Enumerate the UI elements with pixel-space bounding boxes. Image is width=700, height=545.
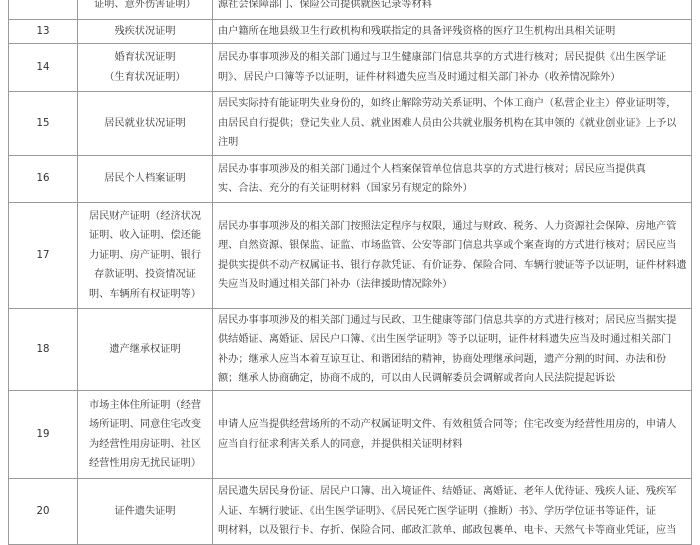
row-number: 17 <box>9 203 78 309</box>
name-line: 市场主体住所证明（经营 <box>88 399 202 411</box>
name-line: 证明、收入证明、偿还能 <box>88 230 202 242</box>
proof-name <box>78 44 213 92</box>
name-line: 证件遗失证明 <box>114 505 176 517</box>
table-row <box>9 92 692 156</box>
row-number <box>9 0 78 20</box>
desc-line: 理、自然资源、银保监、证监、市场监管、公安等部门信息共享或个案查询的方式进行核对；居民应当 <box>218 240 677 251</box>
name-line: 存款证明、投资情况证 <box>94 269 196 281</box>
desc-line: 居民办事事项涉及的相关部门通过个人档案保管单位信息共享的方式进行核对；居民应当提供真 <box>218 163 646 175</box>
name-line: （生育状况证明） <box>104 71 186 83</box>
desc-line: 补办；继承人应当本着互谅互让、和谐团结的精神，协商处理继承问题，遗产分割的时间、办法和份 <box>218 353 667 365</box>
proof-description <box>213 479 692 545</box>
table-row <box>9 44 692 92</box>
table-row <box>9 309 692 391</box>
row-number: 18 <box>9 309 78 391</box>
proof-name <box>78 156 213 203</box>
name-line: 居民个人档案证明 <box>104 173 186 185</box>
row-number: 13 <box>9 20 78 44</box>
table-row <box>9 203 692 309</box>
table-row <box>9 156 692 203</box>
proof-name <box>78 203 213 309</box>
proof-name <box>78 309 213 391</box>
table-row <box>9 391 692 479</box>
proof-description <box>213 0 692 20</box>
proof-description <box>213 156 692 203</box>
proof-description <box>213 20 692 44</box>
table-row <box>9 0 692 20</box>
proof-name <box>78 20 213 44</box>
desc-line: 实、合法、充分的有关证明材料（国家另有规定的除外） <box>218 183 473 194</box>
desc-line: 由居民自行提供；登记失业人员、就业困难人员由公共就业服务机构在其申领的《就业创业证》上予以 <box>218 117 677 129</box>
proof-name <box>78 92 213 156</box>
row-number: 15 <box>9 92 78 156</box>
name-line: 居民财产证明（经济状况 <box>88 210 202 222</box>
desc-line: 申请人应当提供经营场所的不动产权属证明文件、有效租赁合同等；住宅改变为经营性用房的，申请人 <box>218 419 677 430</box>
desc-line: 源社会保障部门、保险公司提供就医记录等材料 <box>218 0 432 11</box>
desc-line: 人证、车辆行驶证、《出生医学证明》、《居民死亡医学证明（推断）书》、学历学位证书等证件，证 <box>218 505 657 517</box>
name-line: 居民就业状况证明 <box>104 117 186 129</box>
desc-line: 居民办事事项涉及的相关部门通过与卫生健康部门信息共享的方式进行核对；居民提供《出生医学证 <box>218 52 667 63</box>
table-row <box>9 479 692 545</box>
name-line: 明、车辆所有权证明等） <box>88 288 202 300</box>
desc-line: 失应当及时通过相关部门补办（法律援助情况除外） <box>218 279 453 290</box>
name-line: 经营性用房无扰民证明） <box>88 458 202 469</box>
desc-line: 居民遗失居民身份证、居民户口簿、出入境证件、结婚证、离婚证、老年人优待证、残疾人证、残疾军 <box>218 486 677 498</box>
proof-name <box>78 479 213 545</box>
row-number: 16 <box>9 156 78 203</box>
desc-line: 居民办事事项涉及的相关部门通过与民政、卫生健康等部门信息共享的方式进行核对；居民应当据实提 <box>218 314 677 326</box>
desc-line: 应当自行征求利害关系人的同意，并提供相关证明材料 <box>218 438 463 450</box>
desc-line: 由户籍所在地县级卫生行政机构和残联指定的具备评残资格的医疗卫生机构出具相关证明 <box>218 25 616 37</box>
desc-line: 注明 <box>218 137 239 149</box>
proof-name <box>78 0 213 20</box>
desc-line: 明》、居民户口簿等予以证明，证件材料遗失应当及时通过相关部门补办（收养情况除外） <box>218 71 621 83</box>
proof-description <box>213 92 692 156</box>
desc-line: 额；继承人协商确定，协商不成的，可以由人民调解委员会调解或者向人民法院提起诉讼 <box>218 373 616 384</box>
name-line: 遗产继承权证明 <box>109 343 181 355</box>
row-number: 19 <box>9 391 78 479</box>
desc-line: 居民办事事项涉及的相关部门按照法定程序与权限，通过与财政、税务、人力资源社会保障、房地产管 <box>218 220 677 232</box>
name-line: 婚育状况证明 <box>114 52 176 63</box>
proof-description <box>213 391 692 479</box>
desc-line: 明材料，以及银行卡、存折、保险合同、邮政汇款单、邮政包裹单、电卡、天然气卡等商业凭证，应当 <box>218 525 677 537</box>
proof-description <box>213 309 692 391</box>
name-line: 残疾状况证明 <box>114 25 176 37</box>
name-line: 力证明、房产证明、银行 <box>88 249 202 261</box>
desc-line: 居民实际持有能证明失业身份的，如终止解除劳动关系证明、个体工商户（私营企业主）停业证明等， <box>218 98 677 110</box>
row-number: 14 <box>9 44 78 92</box>
proof-description <box>213 203 692 309</box>
proof-description <box>213 44 692 92</box>
row-number: 20 <box>9 479 78 545</box>
name-line: 场所证明、同意住宅改变 <box>88 419 202 430</box>
desc-line: 提供实提供不动产权属证书、银行存款凭证、有价证券、保险合同、车辆行驶证等予以证明，证件材料遗 <box>218 259 687 271</box>
proof-name <box>78 391 213 479</box>
name-line: 证明、意外伤害证明） <box>94 0 196 11</box>
desc-line: 供结婚证、离婚证、居民户口簿、《出生医学证明》等予以证明，证件材料遗失应当及时通过相关部门 <box>218 334 672 345</box>
table-row <box>9 20 692 44</box>
name-line: 为经营性用房证明、社区 <box>88 438 202 450</box>
proof-items-table <box>8 0 692 545</box>
